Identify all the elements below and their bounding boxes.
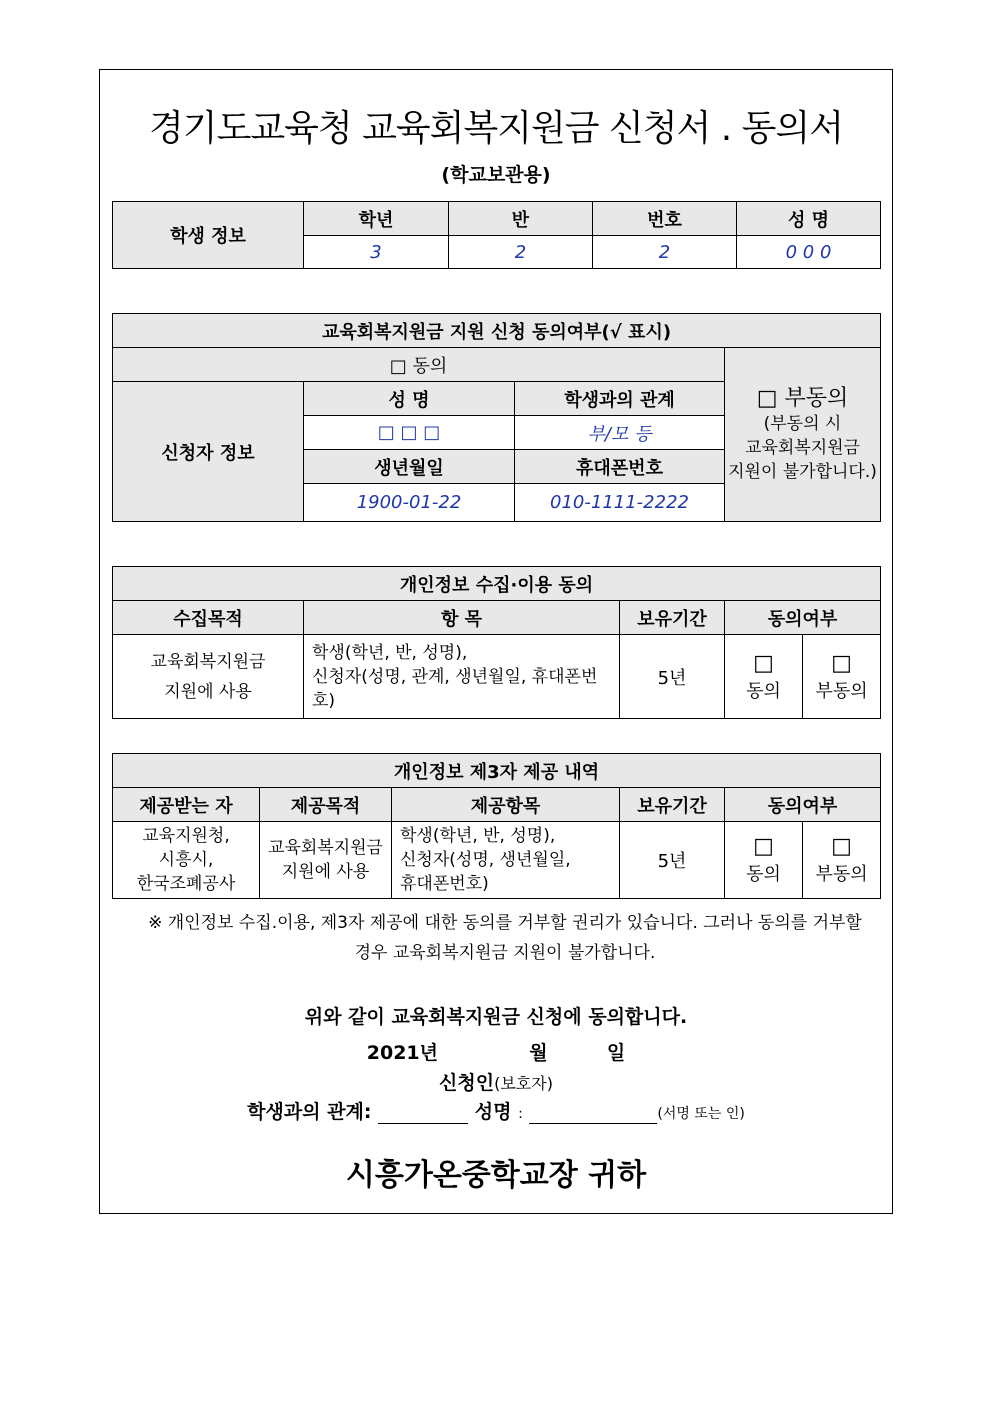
agree-checkbox[interactable]: □ 동의 xyxy=(113,348,725,382)
disagree-cell xyxy=(725,348,881,522)
phone-header: 휴대폰번호 xyxy=(515,450,725,484)
privacy-purpose-1: 교육회복지원금 xyxy=(150,651,266,672)
addressee: 시흥가온중학교장 귀하 xyxy=(345,1158,647,1193)
grade-value[interactable]: 3 xyxy=(304,236,449,269)
form-title: 경기도교육청 교육회복지원금 신청서 . 동의서 xyxy=(149,108,843,149)
disagree-note-2: 교육회복지원금 xyxy=(745,437,860,458)
privacy-agree-cell[interactable] xyxy=(725,635,803,719)
privacy-disagree-cell[interactable] xyxy=(803,635,881,719)
privacy-table xyxy=(112,566,881,719)
date-day: 일 xyxy=(606,1042,626,1064)
relation-label: 학생과의 관계: xyxy=(247,1101,372,1123)
third-purpose-2: 지원에 사용 xyxy=(281,862,370,882)
privacy-consent-header: 동의여부 xyxy=(725,601,881,635)
colon: : xyxy=(518,1106,523,1122)
applicant-sub: (보호자) xyxy=(494,1074,553,1093)
privacy-items-cell xyxy=(304,635,620,719)
relation-blank[interactable] xyxy=(378,1103,468,1124)
name-header: 성 명 xyxy=(737,202,881,236)
date-line xyxy=(0,1038,992,1065)
date-month: 월 xyxy=(529,1042,548,1064)
third-items-2: 신청자(성명, 생년월일, xyxy=(400,850,571,870)
consent-table xyxy=(112,313,881,522)
third-items-3: 휴대폰번호) xyxy=(400,874,489,894)
third-purpose-1: 교육회복지원금 xyxy=(268,838,383,858)
third-items-header: 제공항목 xyxy=(392,788,620,822)
refusal-note-line-1: ※ 개인정보 수집.이용, 제3자 제공에 대한 동의를 거부할 권리가 있습니다. 그러나 동의를 거부할 xyxy=(148,913,862,933)
relation-header: 학생과의 관계 xyxy=(515,382,725,416)
privacy-agree-checkbox[interactable]: □ xyxy=(753,650,774,676)
grade-header: 학년 xyxy=(304,202,449,236)
birth-header: 생년월일 xyxy=(304,450,515,484)
class-header: 반 xyxy=(449,202,593,236)
student-name-value[interactable]: 0 0 0 xyxy=(737,236,881,269)
privacy-disagree-checkbox[interactable]: □ xyxy=(831,650,852,676)
third-purpose-cell xyxy=(260,822,392,899)
disagree-note-1: (부동의 시 xyxy=(763,413,842,434)
applicant-main: 신청인 xyxy=(439,1072,495,1094)
privacy-period-header: 보유기간 xyxy=(620,601,725,635)
third-recipient-header: 제공받는 자 xyxy=(113,788,260,822)
third-party-header: 개인정보 제3자 제공 내역 xyxy=(113,754,881,788)
birth-value[interactable]: 1900-01-22 xyxy=(304,484,515,522)
third-recipient-cell xyxy=(113,822,260,899)
third-agree-label: 동의 xyxy=(746,864,781,885)
date-year: 2021년 xyxy=(366,1042,439,1064)
privacy-items-header: 항 목 xyxy=(304,601,620,635)
applicant-info-label: 신청자 정보 xyxy=(113,382,304,522)
privacy-disagree-label: 부동의 xyxy=(815,680,868,702)
privacy-period-value: 5년 xyxy=(620,635,725,719)
privacy-header: 개인정보 수집·이용 동의 xyxy=(113,567,881,601)
applicant-name-value[interactable]: □ □ □ xyxy=(304,416,515,450)
third-disagree-checkbox[interactable]: □ xyxy=(831,834,852,859)
class-value[interactable]: 2 xyxy=(449,236,593,269)
signature-row xyxy=(0,1097,992,1124)
relation-value[interactable]: 부/모 등 xyxy=(515,416,725,450)
third-purpose-header: 제공목적 xyxy=(260,788,392,822)
third-recipient-1: 교육지원청, xyxy=(142,826,230,846)
privacy-items-2: 신청자(성명, 관계, 생년월일, 휴대폰번호) xyxy=(312,666,598,711)
third-agree-cell[interactable] xyxy=(725,822,803,899)
number-header: 번호 xyxy=(593,202,737,236)
form-subtitle: (학교보관용) xyxy=(441,164,551,186)
privacy-items-1: 학생(학년, 반, 성명), xyxy=(312,642,468,663)
disagree-checkbox[interactable]: □ 부동의 xyxy=(756,385,849,411)
third-agree-checkbox[interactable]: □ xyxy=(753,834,774,859)
sign-hint: (서명 또는 인) xyxy=(657,1106,745,1122)
third-party-table xyxy=(112,753,881,899)
applicant-name-header: 성 명 xyxy=(304,382,515,416)
signer-name-blank[interactable] xyxy=(529,1103,657,1124)
consent-statement: 위와 같이 교육회복지원금 신청에 동의합니다. xyxy=(304,1006,688,1028)
applicant-line xyxy=(0,1068,992,1095)
third-disagree-label: 부동의 xyxy=(815,864,868,885)
third-recipient-3: 한국조폐공사 xyxy=(136,874,236,894)
third-consent-header: 동의여부 xyxy=(725,788,881,822)
third-items-cell xyxy=(392,822,620,899)
third-period-value: 5년 xyxy=(620,822,725,899)
third-recipient-2: 시흥시, xyxy=(158,850,214,870)
student-info-table xyxy=(112,201,881,269)
number-value[interactable]: 2 xyxy=(593,236,737,269)
refusal-note-line-2: 경우 교육회복지원금 지원이 불가합니다. xyxy=(354,943,656,963)
privacy-purpose-cell xyxy=(113,635,304,719)
third-items-1: 학생(학년, 반, 성명), xyxy=(400,826,556,846)
disagree-note-3: 지원이 불가합니다.) xyxy=(728,461,877,482)
phone-value[interactable]: 010-1111-2222 xyxy=(515,484,725,522)
refusal-note xyxy=(130,908,880,968)
privacy-purpose-2: 지원에 사용 xyxy=(164,681,252,702)
student-info-label: 학생 정보 xyxy=(113,202,304,269)
consent-header: 교육회복지원금 지원 신청 동의여부(√ 표시) xyxy=(113,314,881,348)
signer-name-label: 성명 xyxy=(474,1101,512,1123)
privacy-agree-label: 동의 xyxy=(746,680,781,702)
third-disagree-cell[interactable] xyxy=(803,822,881,899)
third-period-header: 보유기간 xyxy=(620,788,725,822)
privacy-purpose-header: 수집목적 xyxy=(113,601,304,635)
